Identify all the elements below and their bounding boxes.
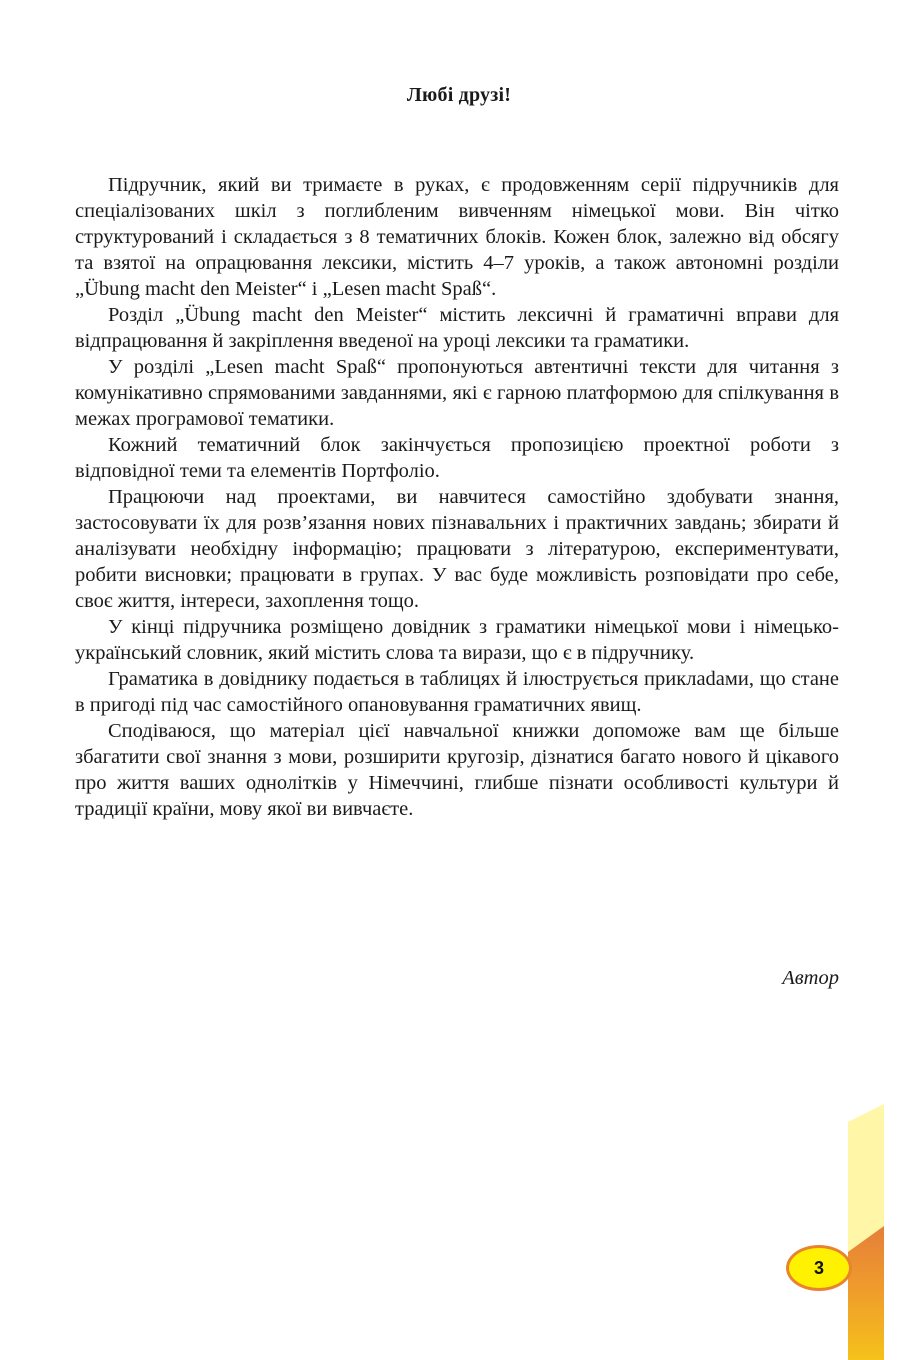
page-title: Любі друзі!	[406, 84, 512, 106]
author-signature: Автор	[782, 967, 839, 989]
paragraph-4: Кожний тематичний блок закінчується пропозицією проектної роботи з відповідної теми та елементів Портфоліо.	[75, 434, 839, 482]
paragraph-8: Сподіваюся, що матеріал цієї навчальної книжки допоможе вам ще більше збагатити свої знання з мови, розширити кругозір, дізнатися багато нового й цікавого про життя ваших однолітків у Німеччині, глибше пізнати особливості культури й традиції країни, мову якої ви вивчаєте.	[75, 720, 839, 820]
paragraph-1: Підручник, який ви тримаєте в руках, є продовженням серії підручників для спеціалізованих шкіл з поглибленим вивченням німецької мови. Він чітко структурований і складається з 8 тематичних блоків. Кожен блок, залежно від обсягу та взятої на опрацювання лексики, містить 4–7 уроків, а також автономні розділи „Übung macht den Meister“ і „Lesen macht Spaß“.	[75, 174, 839, 300]
page-number-badge: 3	[786, 1245, 852, 1291]
foreword-body	[75, 172, 839, 822]
paragraph-3: У розділі „Lesen macht Spaß“ пропонуються автентичні тексти для читання з комунікативно спрямованими завданнями, які є гарною платформою для спілкування в межах програмової тематики.	[75, 356, 839, 430]
paragraph-2: Розділ „Übung macht den Meister“ містить лексичні й граматичні вправи для відпрацювання й закріплення введеної на уроці лексики та граматики.	[75, 304, 839, 352]
paragraph-5: Працюючи над проектами, ви навчитеся самостійно здобувати знання, застосовувати їх для розв’язання нових пізнавальних і практичних завдань; збирати й аналізувати необхідну інформацію; працювати з літературою, експериментувати, робити висновки; працювати в групах. У вас буде можливість розповідати про себе, своє життя, інтереси, захоплення тощо.	[75, 486, 839, 612]
paragraph-7: Граматика в довіднику подається в таблицях й ілюструється приклаdами, що стане в пригоді під час самостійного опановування граматичних явищ.	[75, 668, 839, 716]
paragraph-6: У кінці підручника розміщено довідник з граматики німецької мови і німецько-український словник, який містить слова та вирази, що є в підручнику.	[75, 616, 839, 664]
